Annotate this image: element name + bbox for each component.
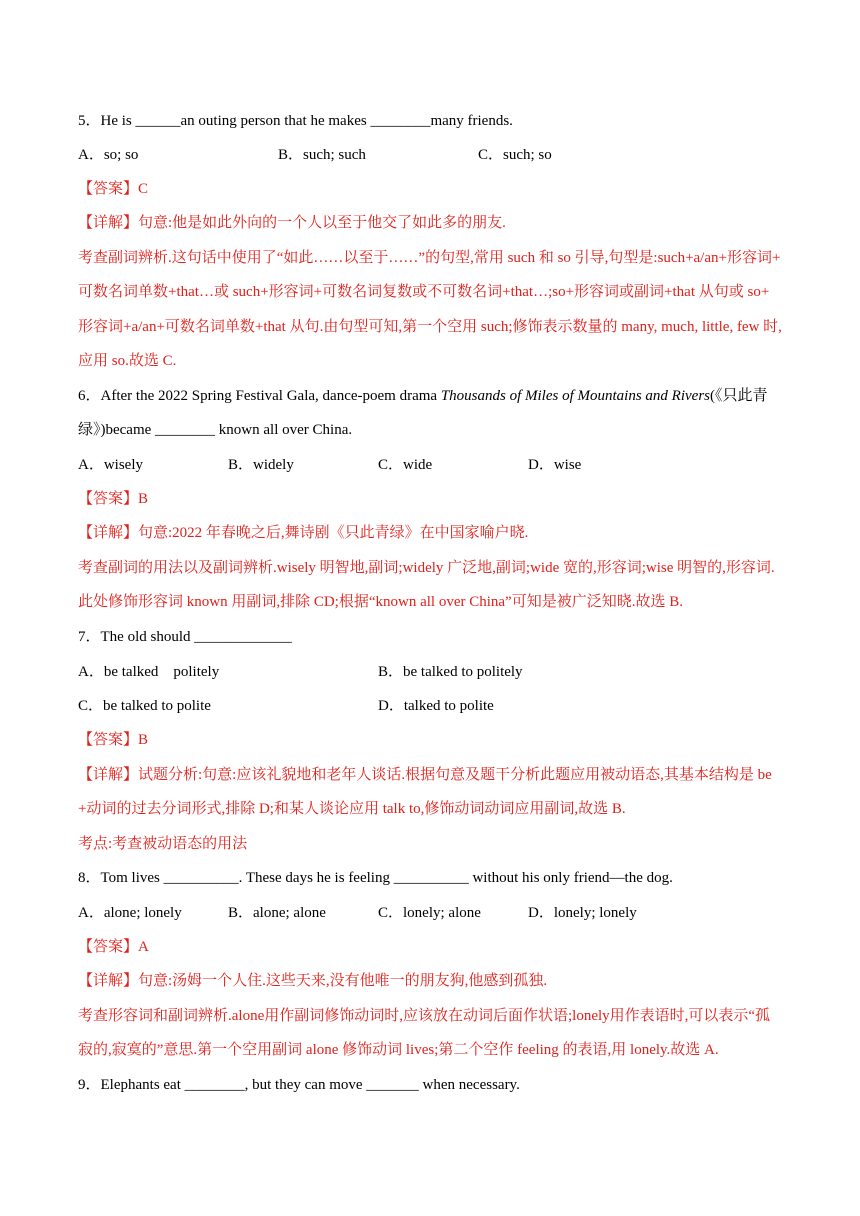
question-6-work-title: Thousands of Miles of Mountains and Rivers bbox=[440, 388, 710, 404]
question-6-option-b: B．widely bbox=[228, 457, 294, 473]
question-6-detail-line: 此处修饰形容词 known 用副词,排除 CD;根据“known all over China”可知是被广泛知晓.故选 B. bbox=[78, 594, 683, 610]
question-5-detail-line: 应用 so.故选 C. bbox=[78, 353, 177, 369]
question-5-detail-line: 【详解】句意:他是如此外向的一个人以至于他交了如此多的朋友. bbox=[78, 215, 506, 231]
question-5-answer: 【答案】C bbox=[78, 181, 149, 197]
question-8-answer: 【答案】A bbox=[78, 939, 149, 955]
question-6-stem-text: (《只此青 bbox=[710, 388, 768, 404]
question-7-answer: 【答案】B bbox=[78, 732, 149, 748]
question-6-stem-text: 6．After the 2022 Spring Festival Gala, dance-poem drama bbox=[78, 388, 441, 404]
question-5-option-a: A．so; so bbox=[78, 147, 139, 163]
question-6-answer: 【答案】B bbox=[78, 491, 149, 507]
question-5-stem: 5．He is ______an outing person that he makes ________many friends. bbox=[78, 113, 513, 129]
question-5-detail-line: 形容词+a/an+可数名词单数+that 从句.由句型可知,第一个空用 such;修饰表示数量的 many, much, little, few 时, bbox=[78, 319, 782, 335]
question-8-detail-line: 考查形容词和副词辨析.alone用作副词修饰动词时,应该放在动词后面作状语;lonely用作表语时,可以表示“孤 bbox=[78, 1008, 771, 1024]
question-7-detail-line: 【详解】试题分析:句意:应该礼貌地和老年人谈话.根据句意及题干分析此题应用被动语态,其基本结构是 be bbox=[78, 767, 772, 783]
question-5-option-c: C．such; so bbox=[478, 147, 552, 163]
question-5-option-b: B．such; such bbox=[278, 147, 366, 163]
question-6-option-a: A．wisely bbox=[78, 457, 143, 473]
question-7-detail-line: +动词的过去分词形式,排除 D;和某人谈论应用 talk to,修饰动词动词应用副词,故选 B. bbox=[78, 801, 626, 817]
question-8-option-d: D．lonely; lonely bbox=[528, 905, 637, 921]
question-6-detail-line: 【详解】句意:2022 年春晚之后,舞诗剧《只此青绿》在中国家喻户晓. bbox=[78, 525, 529, 541]
question-5-detail-line: 考查副词辨析.这句话中使用了“如此……以至于……”的句型,常用 such 和 so 引导,句型是:such+a/an+形容词+ bbox=[78, 250, 781, 266]
question-9-stem: 9．Elephants eat ________, but they can move _______ when necessary. bbox=[78, 1077, 520, 1093]
question-6-stem-continued: 绿》)became ________ known all over China. bbox=[78, 422, 353, 438]
question-7-option-b: B．be talked to politely bbox=[378, 664, 523, 680]
question-5-detail-line: 可数名词单数+that…或 such+形容词+可数名词复数或不可数名词+that…;so+形容词或副词+that 从句或 so+ bbox=[78, 284, 770, 300]
question-8-option-a: A．alone; lonely bbox=[78, 905, 182, 921]
question-7-stem: 7．The old should _____________ bbox=[78, 629, 292, 645]
question-7-option-a: A．be talked politely bbox=[78, 664, 220, 680]
question-8-option-c: C．lonely; alone bbox=[378, 905, 481, 921]
question-6-option-d: D．wise bbox=[528, 457, 582, 473]
question-7-option-d: D．talked to polite bbox=[378, 698, 494, 714]
question-8-stem: 8．Tom lives __________. These days he is feeling __________ without his only friend—the dog. bbox=[78, 870, 673, 886]
question-7-option-c: C．be talked to polite bbox=[78, 698, 211, 714]
question-6-option-c: C．wide bbox=[378, 457, 433, 473]
question-8-option-b: B．alone; alone bbox=[228, 905, 326, 921]
question-8-detail-line: 【详解】句意:汤姆一个人住.这些天来,没有他唯一的朋友狗,他感到孤独. bbox=[78, 973, 548, 989]
question-7-detail-line: 考点:考查被动语态的用法 bbox=[78, 836, 248, 852]
question-6-stem bbox=[78, 385, 788, 407]
question-8-detail-line: 寂的,寂寞的”意思.第一个空用副词 alone 修饰动词 lives;第二个空作 feeling 的表语,用 lonely.故选 A. bbox=[78, 1042, 719, 1058]
question-6-detail-line: 考查副词的用法以及副词辨析.wisely 明智地,副词;widely 广泛地,副词;wide 宽的,形容词;wise 明智的,形容词. bbox=[78, 560, 775, 576]
